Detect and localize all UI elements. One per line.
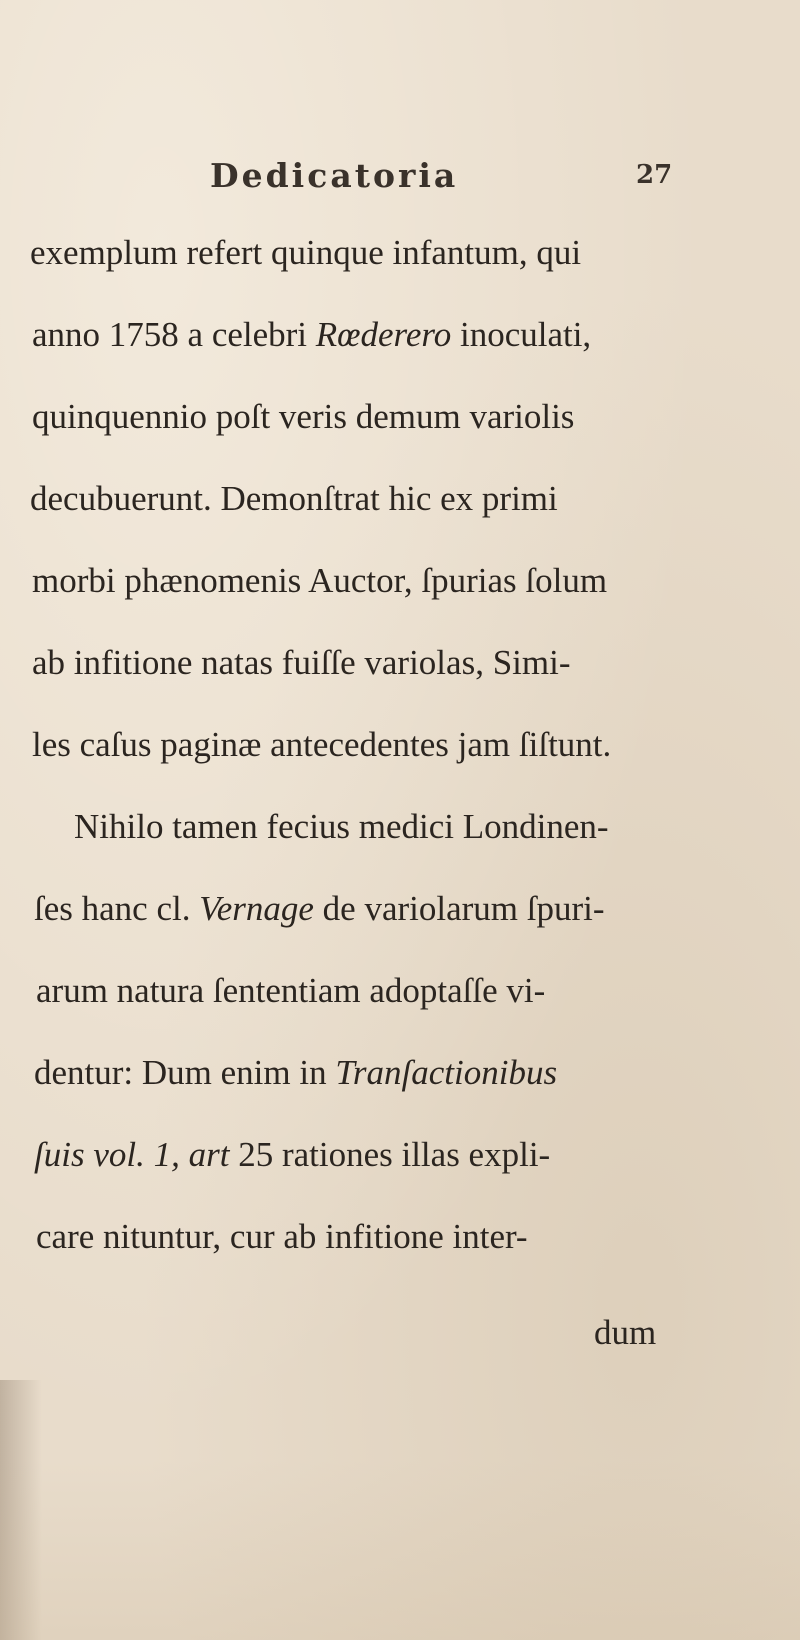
catchword: dum (594, 1313, 657, 1352)
text-line-13: care nituntur, cur ab infitione inter- (36, 1217, 528, 1256)
text-line-2: anno 1758 a celebri Rœderero inoculati, (32, 315, 592, 354)
running-title: Dedicatoria (210, 156, 459, 195)
text-line-11: dentur: Dum enim in Tranſactionibus (34, 1053, 558, 1092)
text-line-10: arum natura ſententiam adoptaſſe vi- (36, 971, 546, 1010)
text-line-4: decubuerunt. Demonſtrat hic ex primi (30, 479, 558, 518)
text-line-5: morbi phænomenis Auctor, ſpurias ſolum (32, 561, 608, 600)
text-line-1: exemplum refert quinque infantum, qui (30, 233, 582, 272)
text-line-3: quinquennio poſt veris demum variolis (32, 397, 575, 436)
text-line-8: Nihilo tamen fecius medici Londinen- (74, 807, 609, 846)
paper-shading (0, 1460, 800, 1640)
page-number: 27 (636, 160, 673, 190)
page-header (0, 156, 800, 196)
text-line-6: ab infitione natas fuiſſe variolas, Simi- (32, 643, 571, 682)
text-line-7: les caſus paginæ antecedentes jam ſiſtunt. (32, 725, 612, 764)
text-line-12: ſuis vol. 1, art 25 rationes illas expli- (34, 1135, 551, 1174)
text-line-9: ſes hanc cl. Vernage de variolarum ſpuri- (34, 889, 605, 928)
